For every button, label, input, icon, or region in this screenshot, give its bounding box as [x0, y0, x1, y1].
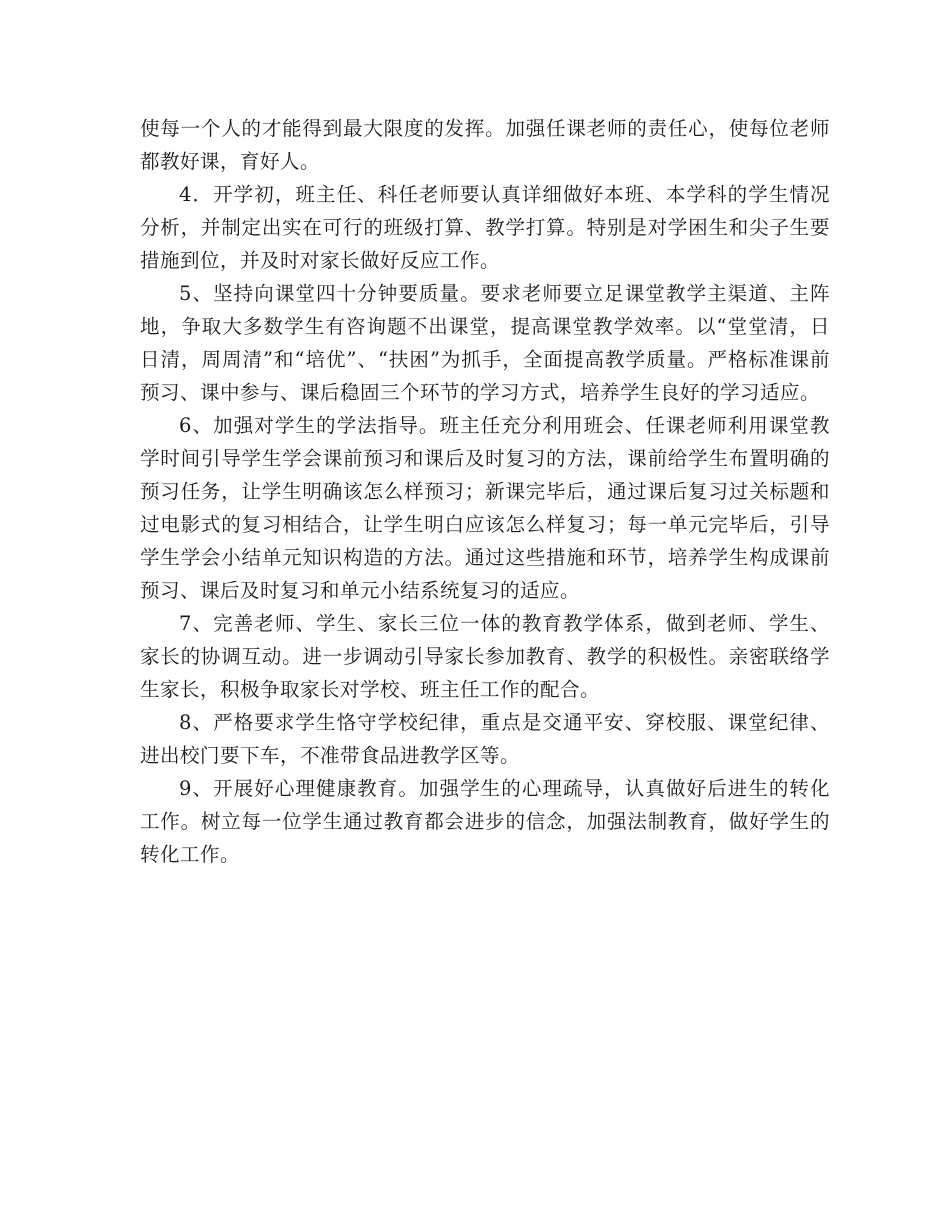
paragraph-continued: 使每一个人的才能得到最大限度的发挥。加强任课老师的责任心，使每位老师都教好课，育好人。 — [140, 117, 830, 173]
paragraph-item-5: 5、坚持向课堂四十分钟要质量。要求老师要立足课堂教学主渠道、主阵地，争取大多数学生有咨询题不出课堂，提高课堂教学效率。以“堂堂清，日日清，周周清”和“培优”、“扶困”为抓手，全面提高教学质量。严格标准课前预习、课中参与、课后稳固三个环节的学习方式，培养学生良好的学习适应。 — [140, 282, 830, 404]
paragraph-item-4: 4．开学初，班主任、科任老师要认真详细做好本班、本学科的学生情况分析，并制定出实在可行的班级打算、教学打算。特别是对学困生和尖子生要措施到位，并及时对家长做好反应工作。 — [140, 183, 830, 272]
paragraph-item-6: 6、加强对学生的学法指导。班主任充分利用班会、任课老师利用课堂教学时间引导学生学会课前预习和课后及时复习的方法，课前给学生布置明确的预习任务，让学生明确该怎么样预习；新课完毕后，通过课后复习过关标题和过电影式的复习相结合，让学生明白应该怎么样复习；每一单元完毕后，引导学生学会小结单元知识构造的方法。通过这些措施和环节，培养学生构成课前预习、课后及时复习和单元小结系统复习的适应。 — [140, 414, 830, 602]
paragraph-item-7: 7、完善老师、学生、家长三位一体的教育教学体系，做到老师、学生、家长的协调互动。进一步调动引导家长参加教育、教学的积极性。亲密联络学生家长，积极争取家长对学校、班主任工作的配合。 — [140, 612, 830, 701]
paragraph-item-8: 8、严格要求学生恪守学校纪律，重点是交通平安、穿校服、课堂纪律、进出校门要下车，不准带食品进教学区等。 — [140, 711, 830, 767]
paragraph-item-9: 9、开展好心理健康教育。加强学生的心理疏导，认真做好后进生的转化工作。树立每一位学生通过教育都会进步的信念，加强法制教育，做好学生的转化工作。 — [140, 777, 830, 866]
document-body — [140, 112, 830, 871]
